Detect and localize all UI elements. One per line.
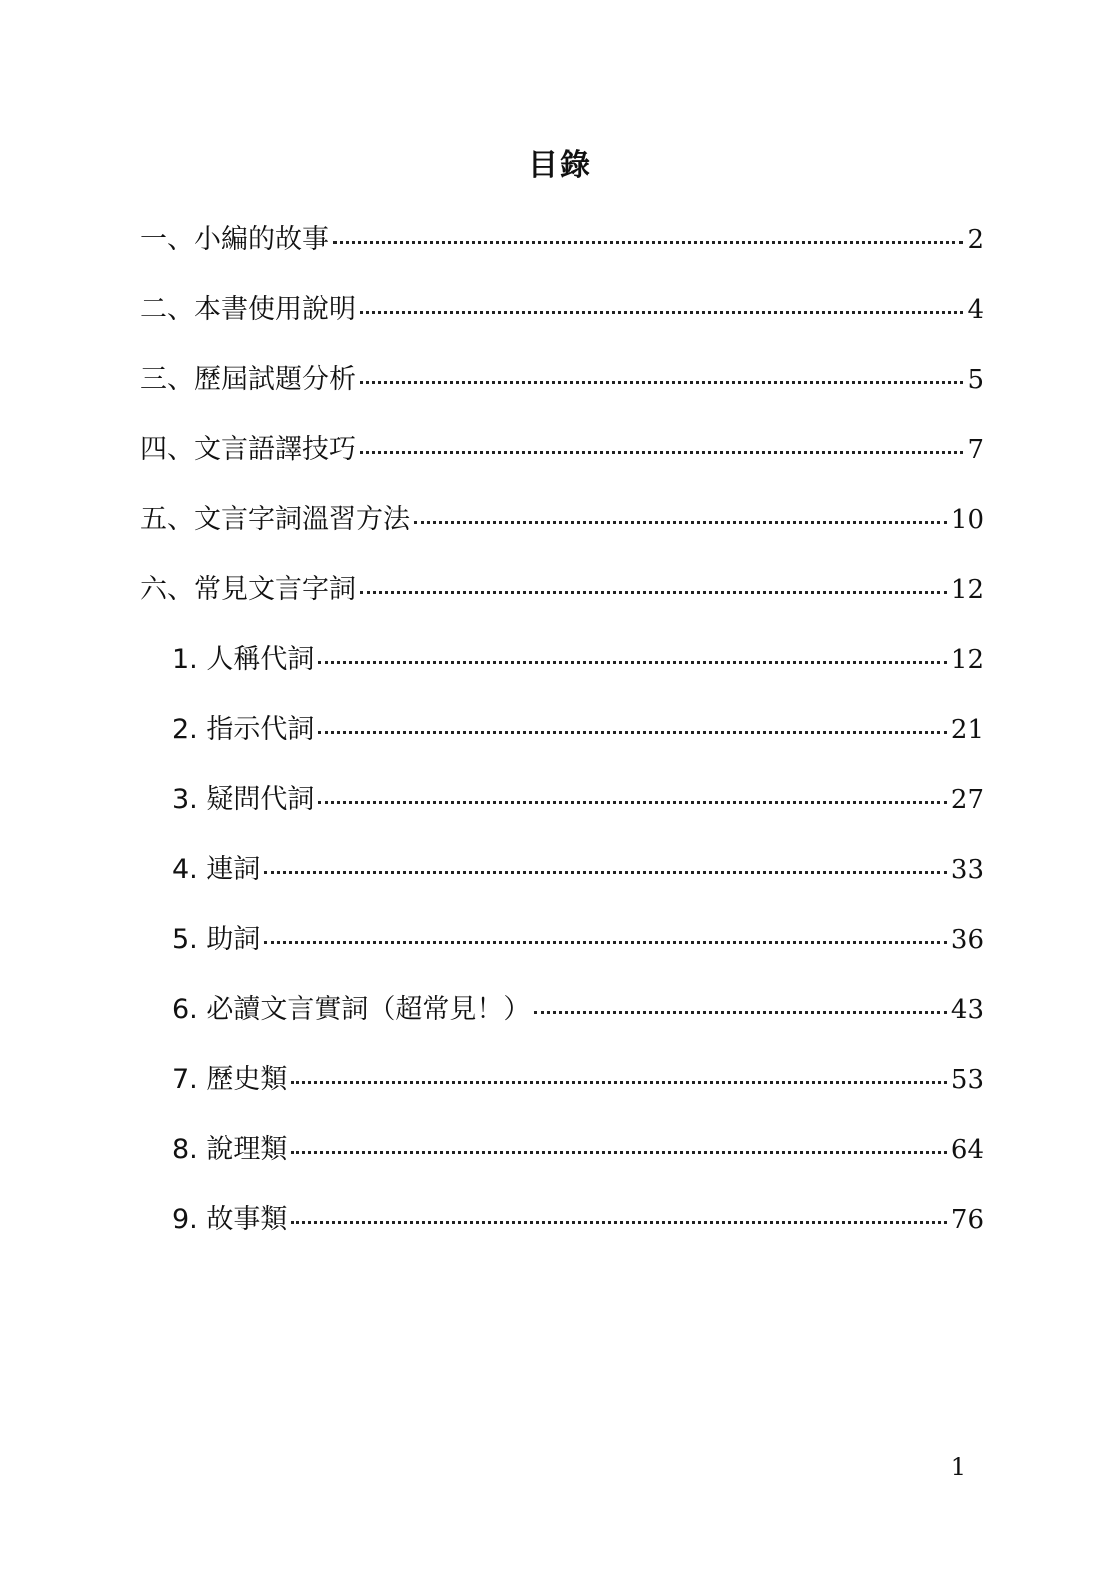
toc-entry[interactable] xyxy=(140,290,984,360)
toc-entry[interactable] xyxy=(140,430,984,500)
toc-leader-dots xyxy=(318,799,947,804)
toc-entry-label: 五、文言字詞溫習方法 xyxy=(140,504,410,535)
page-number: 1 xyxy=(950,1453,966,1481)
toc-entry[interactable] xyxy=(140,500,984,570)
toc-subentry[interactable] xyxy=(140,710,984,780)
toc-subentry-label: 2. 指示代詞 xyxy=(172,714,315,745)
toc-subentry-page: 21 xyxy=(950,715,984,745)
toc-subentry[interactable] xyxy=(140,990,984,1060)
toc-subentry-page: 27 xyxy=(950,785,984,815)
toc-leader-dots xyxy=(360,309,963,314)
toc-subentry[interactable] xyxy=(140,850,984,920)
toc-subentry-label: 8. 說理類 xyxy=(172,1134,288,1165)
toc-subentry-label: 3. 疑問代詞 xyxy=(172,784,315,815)
toc-entry[interactable] xyxy=(140,220,984,290)
toc-subentry[interactable] xyxy=(140,1060,984,1130)
toc-leader-dots xyxy=(360,379,963,384)
toc-entry-page: 2 xyxy=(967,225,984,255)
toc-leader-dots xyxy=(318,729,947,734)
toc-subentry-label: 1. 人稱代詞 xyxy=(172,644,315,675)
toc-subentry[interactable] xyxy=(140,640,984,710)
toc-subentry-label: 6. 必讀文言實詞（超常見！） xyxy=(172,994,531,1025)
toc-subentry-page: 64 xyxy=(950,1135,984,1165)
toc-leader-dots xyxy=(360,589,947,594)
toc-entry-label: 六、常見文言字詞 xyxy=(140,574,356,605)
toc-entry-page: 7 xyxy=(967,435,984,465)
toc-subentry-label: 5. 助詞 xyxy=(172,924,261,955)
toc-leader-dots xyxy=(291,1149,947,1154)
toc-leader-dots xyxy=(333,239,963,244)
toc-leader-dots xyxy=(264,939,947,944)
toc-subentry-page: 12 xyxy=(950,645,984,675)
toc-subentry-label: 9. 故事類 xyxy=(172,1204,288,1235)
toc-title: 目錄 xyxy=(528,148,592,183)
toc-leader-dots xyxy=(318,659,947,664)
toc-subentry[interactable] xyxy=(140,780,984,850)
toc-entry-page: 4 xyxy=(967,295,984,325)
toc-entry-label: 三、歷屆試題分析 xyxy=(140,364,356,395)
toc-subentry-page: 43 xyxy=(950,995,984,1025)
toc-leader-dots xyxy=(360,449,963,454)
toc-leader-dots xyxy=(414,519,947,524)
toc-subentry-label: 7. 歷史類 xyxy=(172,1064,288,1095)
toc-subentry-label: 4. 連詞 xyxy=(172,854,261,885)
toc-entry-page: 10 xyxy=(950,505,984,535)
toc-entry-label: 一、小編的故事 xyxy=(140,224,329,255)
toc-subentry[interactable] xyxy=(140,1130,984,1200)
toc-entry[interactable] xyxy=(140,570,984,640)
toc-entry-label: 四、文言語譯技巧 xyxy=(140,434,356,465)
toc-list xyxy=(140,220,984,1270)
toc-subentry[interactable] xyxy=(140,920,984,990)
toc-subentry[interactable] xyxy=(140,1200,984,1270)
toc-leader-dots xyxy=(264,869,947,874)
toc-entry[interactable] xyxy=(140,360,984,430)
toc-entry-label: 二、本書使用說明 xyxy=(140,294,356,325)
toc-leader-dots xyxy=(291,1219,947,1224)
toc-entry-page: 5 xyxy=(967,365,984,395)
toc-leader-dots xyxy=(291,1079,947,1084)
toc-leader-dots xyxy=(534,1009,947,1014)
toc-entry-page: 12 xyxy=(950,575,984,605)
toc-subentry-page: 33 xyxy=(950,855,984,885)
toc-subentry-page: 36 xyxy=(950,925,984,955)
toc-subentry-page: 76 xyxy=(950,1205,984,1235)
toc-subentry-page: 53 xyxy=(950,1065,984,1095)
